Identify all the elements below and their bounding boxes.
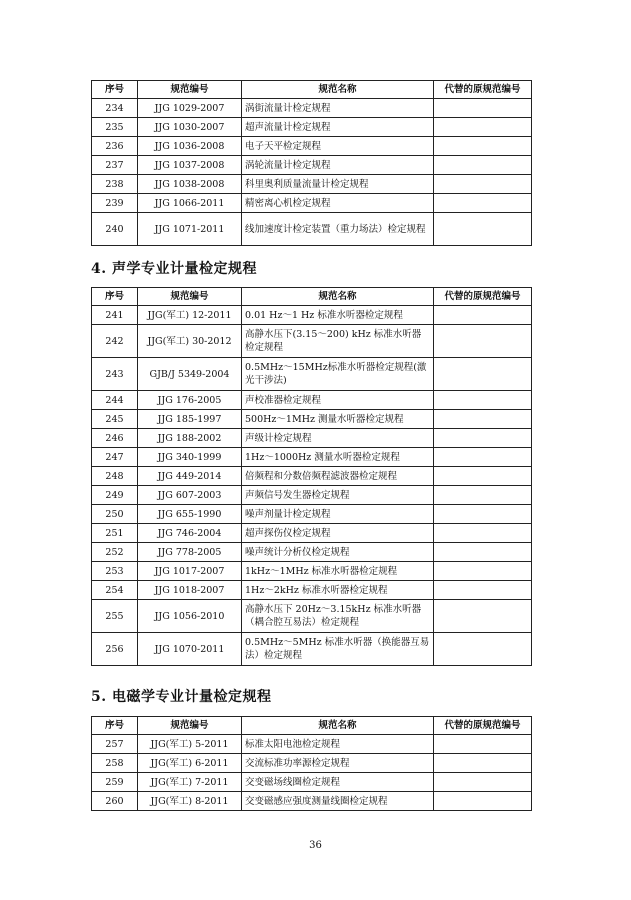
cell-name: 1Hz～1000Hz 测量水听器检定规程: [242, 448, 434, 467]
table-row: [92, 581, 532, 600]
table-row: [92, 486, 532, 505]
cell-replaced: [434, 467, 532, 486]
table-row: [92, 358, 532, 391]
cell-code: JJG 185-1997: [138, 410, 242, 429]
cell-replaced: [434, 99, 532, 118]
cell-name: 噪声统计分析仪检定规程: [242, 543, 434, 562]
table-row: [92, 410, 532, 429]
cell-name: 0.5MHz～15MHz标准水听器检定规程(激光干涉法): [242, 358, 434, 391]
cell-name: 1kHz～1MHz 标准水听器检定规程: [242, 562, 434, 581]
cell-index: 255: [92, 600, 138, 633]
cell-replaced: [434, 505, 532, 524]
cell-code: GJB/J 5349-2004: [138, 358, 242, 391]
cell-code: JJG 778-2005: [138, 543, 242, 562]
cell-index: 251: [92, 524, 138, 543]
cell-code: JJG 655-1990: [138, 505, 242, 524]
cell-replaced: [434, 792, 532, 811]
cell-index: 241: [92, 306, 138, 325]
cell-name: 科里奥利质量流量计检定规程: [242, 175, 434, 194]
cell-name: 精密离心机检定规程: [242, 194, 434, 213]
cell-name: 线加速度计检定装置（重力场法）检定规程: [242, 213, 434, 246]
col-header-replaced: 代替的原规范编号: [434, 717, 532, 735]
table-row: [92, 118, 532, 137]
cell-name: 0.01 Hz～1 Hz 标准水听器检定规程: [242, 306, 434, 325]
table-header: [92, 288, 532, 306]
col-header-index: 序号: [92, 717, 138, 735]
cell-code: JJG 1017-2007: [138, 562, 242, 581]
table-row: [92, 429, 532, 448]
cell-code: JJG 1071-2011: [138, 213, 242, 246]
cell-code: JJG 1036-2008: [138, 137, 242, 156]
table-row: [92, 543, 532, 562]
cell-code: JJG 746-2004: [138, 524, 242, 543]
cell-index: 238: [92, 175, 138, 194]
table-row: [92, 175, 532, 194]
cell-replaced: [434, 773, 532, 792]
cell-replaced: [434, 754, 532, 773]
cell-index: 248: [92, 467, 138, 486]
cell-replaced: [434, 429, 532, 448]
cell-name: 声频信号发生器检定规程: [242, 486, 434, 505]
col-header-name: 规范名称: [242, 81, 434, 99]
cell-replaced: [434, 175, 532, 194]
table-acoustic: [91, 287, 532, 666]
cell-index: 258: [92, 754, 138, 773]
cell-code: JJG(军工) 30-2012: [138, 325, 242, 358]
cell-index: 244: [92, 391, 138, 410]
table-row: [92, 735, 532, 754]
col-header-replaced: 代替的原规范编号: [434, 81, 532, 99]
cell-code: JJG 1038-2008: [138, 175, 242, 194]
cell-name: 噪声剂量计检定规程: [242, 505, 434, 524]
table-header: [92, 717, 532, 735]
col-header-index: 序号: [92, 288, 138, 306]
cell-code: JJG(军工) 8-2011: [138, 792, 242, 811]
col-header-name: 规范名称: [242, 717, 434, 735]
col-header-code: 规范编号: [138, 288, 242, 306]
cell-code: JJG 607-2003: [138, 486, 242, 505]
page-number: 36: [309, 840, 322, 851]
cell-code: JJG 188-2002: [138, 429, 242, 448]
cell-index: 249: [92, 486, 138, 505]
cell-index: 254: [92, 581, 138, 600]
cell-index: 259: [92, 773, 138, 792]
cell-name: 涡街流量计检定规程: [242, 99, 434, 118]
cell-index: 245: [92, 410, 138, 429]
cell-index: 250: [92, 505, 138, 524]
cell-name: 涡轮流量计检定规程: [242, 156, 434, 175]
table-row: [92, 391, 532, 410]
cell-name: 声级计检定规程: [242, 429, 434, 448]
col-header-name: 规范名称: [242, 288, 434, 306]
cell-name: 交变磁感应强度测量线圈检定规程: [242, 792, 434, 811]
section-heading-acoustic: 4. 声学专业计量检定规程: [91, 261, 257, 277]
cell-index: 240: [92, 213, 138, 246]
table-row: [92, 325, 532, 358]
cell-name: 标准太阳电池检定规程: [242, 735, 434, 754]
cell-code: JJG 1030-2007: [138, 118, 242, 137]
cell-replaced: [434, 448, 532, 467]
table-row: [92, 562, 532, 581]
section-heading-electromagnetic: 5. 电磁学专业计量检定规程: [91, 689, 272, 705]
table-header: [92, 81, 532, 99]
cell-code: JJG(军工) 7-2011: [138, 773, 242, 792]
cell-replaced: [434, 735, 532, 754]
cell-index: 235: [92, 118, 138, 137]
cell-index: 253: [92, 562, 138, 581]
cell-code: JJG 176-2005: [138, 391, 242, 410]
col-header-code: 规范编号: [138, 717, 242, 735]
cell-replaced: [434, 213, 532, 246]
table-row: [92, 156, 532, 175]
table-row: [92, 792, 532, 811]
cell-replaced: [434, 194, 532, 213]
cell-name: 电子天平检定规程: [242, 137, 434, 156]
cell-name: 交流标准功率源检定规程: [242, 754, 434, 773]
table-row: [92, 773, 532, 792]
cell-index: 257: [92, 735, 138, 754]
cell-index: 236: [92, 137, 138, 156]
cell-code: JJG 1070-2011: [138, 633, 242, 666]
cell-index: 234: [92, 99, 138, 118]
table-row: [92, 524, 532, 543]
cell-replaced: [434, 410, 532, 429]
cell-name: 高静水压下 20Hz～3.15kHz 标准水听器（耦合腔互易法）检定规程: [242, 600, 434, 633]
cell-name: 声校准器检定规程: [242, 391, 434, 410]
cell-name: 超声流量计检定规程: [242, 118, 434, 137]
table-acoustic-prev: [91, 80, 532, 246]
cell-index: 242: [92, 325, 138, 358]
table-row: [92, 600, 532, 633]
table-row: [92, 505, 532, 524]
table-row: [92, 633, 532, 666]
cell-index: 239: [92, 194, 138, 213]
cell-replaced: [434, 325, 532, 358]
cell-replaced: [434, 543, 532, 562]
cell-code: JJG 1029-2007: [138, 99, 242, 118]
table-row: [92, 194, 532, 213]
cell-name: 1Hz～2kHz 标准水听器检定规程: [242, 581, 434, 600]
table-row: [92, 467, 532, 486]
table-row: [92, 137, 532, 156]
cell-index: 252: [92, 543, 138, 562]
cell-code: JJG 1037-2008: [138, 156, 242, 175]
cell-code: JJG 1066-2011: [138, 194, 242, 213]
cell-index: 247: [92, 448, 138, 467]
cell-replaced: [434, 486, 532, 505]
cell-replaced: [434, 156, 532, 175]
cell-code: JJG(军工) 12-2011: [138, 306, 242, 325]
cell-index: 243: [92, 358, 138, 391]
cell-name: 500Hz～1MHz 测量水听器检定规程: [242, 410, 434, 429]
cell-code: JJG(军工) 5-2011: [138, 735, 242, 754]
cell-replaced: [434, 306, 532, 325]
col-header-code: 规范编号: [138, 81, 242, 99]
cell-index: 237: [92, 156, 138, 175]
cell-replaced: [434, 391, 532, 410]
cell-name: 超声探伤仪检定规程: [242, 524, 434, 543]
cell-replaced: [434, 633, 532, 666]
cell-code: JJG 1056-2010: [138, 600, 242, 633]
cell-code: JJG 449-2014: [138, 467, 242, 486]
cell-index: 256: [92, 633, 138, 666]
table-row: [92, 754, 532, 773]
cell-replaced: [434, 137, 532, 156]
cell-name: 高静水压下(3.15～200) kHz 标准水听器检定规程: [242, 325, 434, 358]
cell-replaced: [434, 118, 532, 137]
cell-code: JJG 1018-2007: [138, 581, 242, 600]
cell-replaced: [434, 600, 532, 633]
cell-name: 倍频程和分数倍频程滤波器检定规程: [242, 467, 434, 486]
table-row: [92, 213, 532, 246]
cell-replaced: [434, 581, 532, 600]
table-electromagnetic: [91, 716, 532, 811]
cell-replaced: [434, 358, 532, 391]
cell-index: 246: [92, 429, 138, 448]
table-row: [92, 448, 532, 467]
cell-code: JJG(军工) 6-2011: [138, 754, 242, 773]
cell-code: JJG 340-1999: [138, 448, 242, 467]
table-row: [92, 99, 532, 118]
cell-index: 260: [92, 792, 138, 811]
cell-name: 交变磁场线圈检定规程: [242, 773, 434, 792]
cell-replaced: [434, 562, 532, 581]
col-header-index: 序号: [92, 81, 138, 99]
table-row: [92, 306, 532, 325]
cell-name: 0.5MHz～5MHz 标准水听器（换能器互易法）检定规程: [242, 633, 434, 666]
cell-replaced: [434, 524, 532, 543]
col-header-replaced: 代替的原规范编号: [434, 288, 532, 306]
